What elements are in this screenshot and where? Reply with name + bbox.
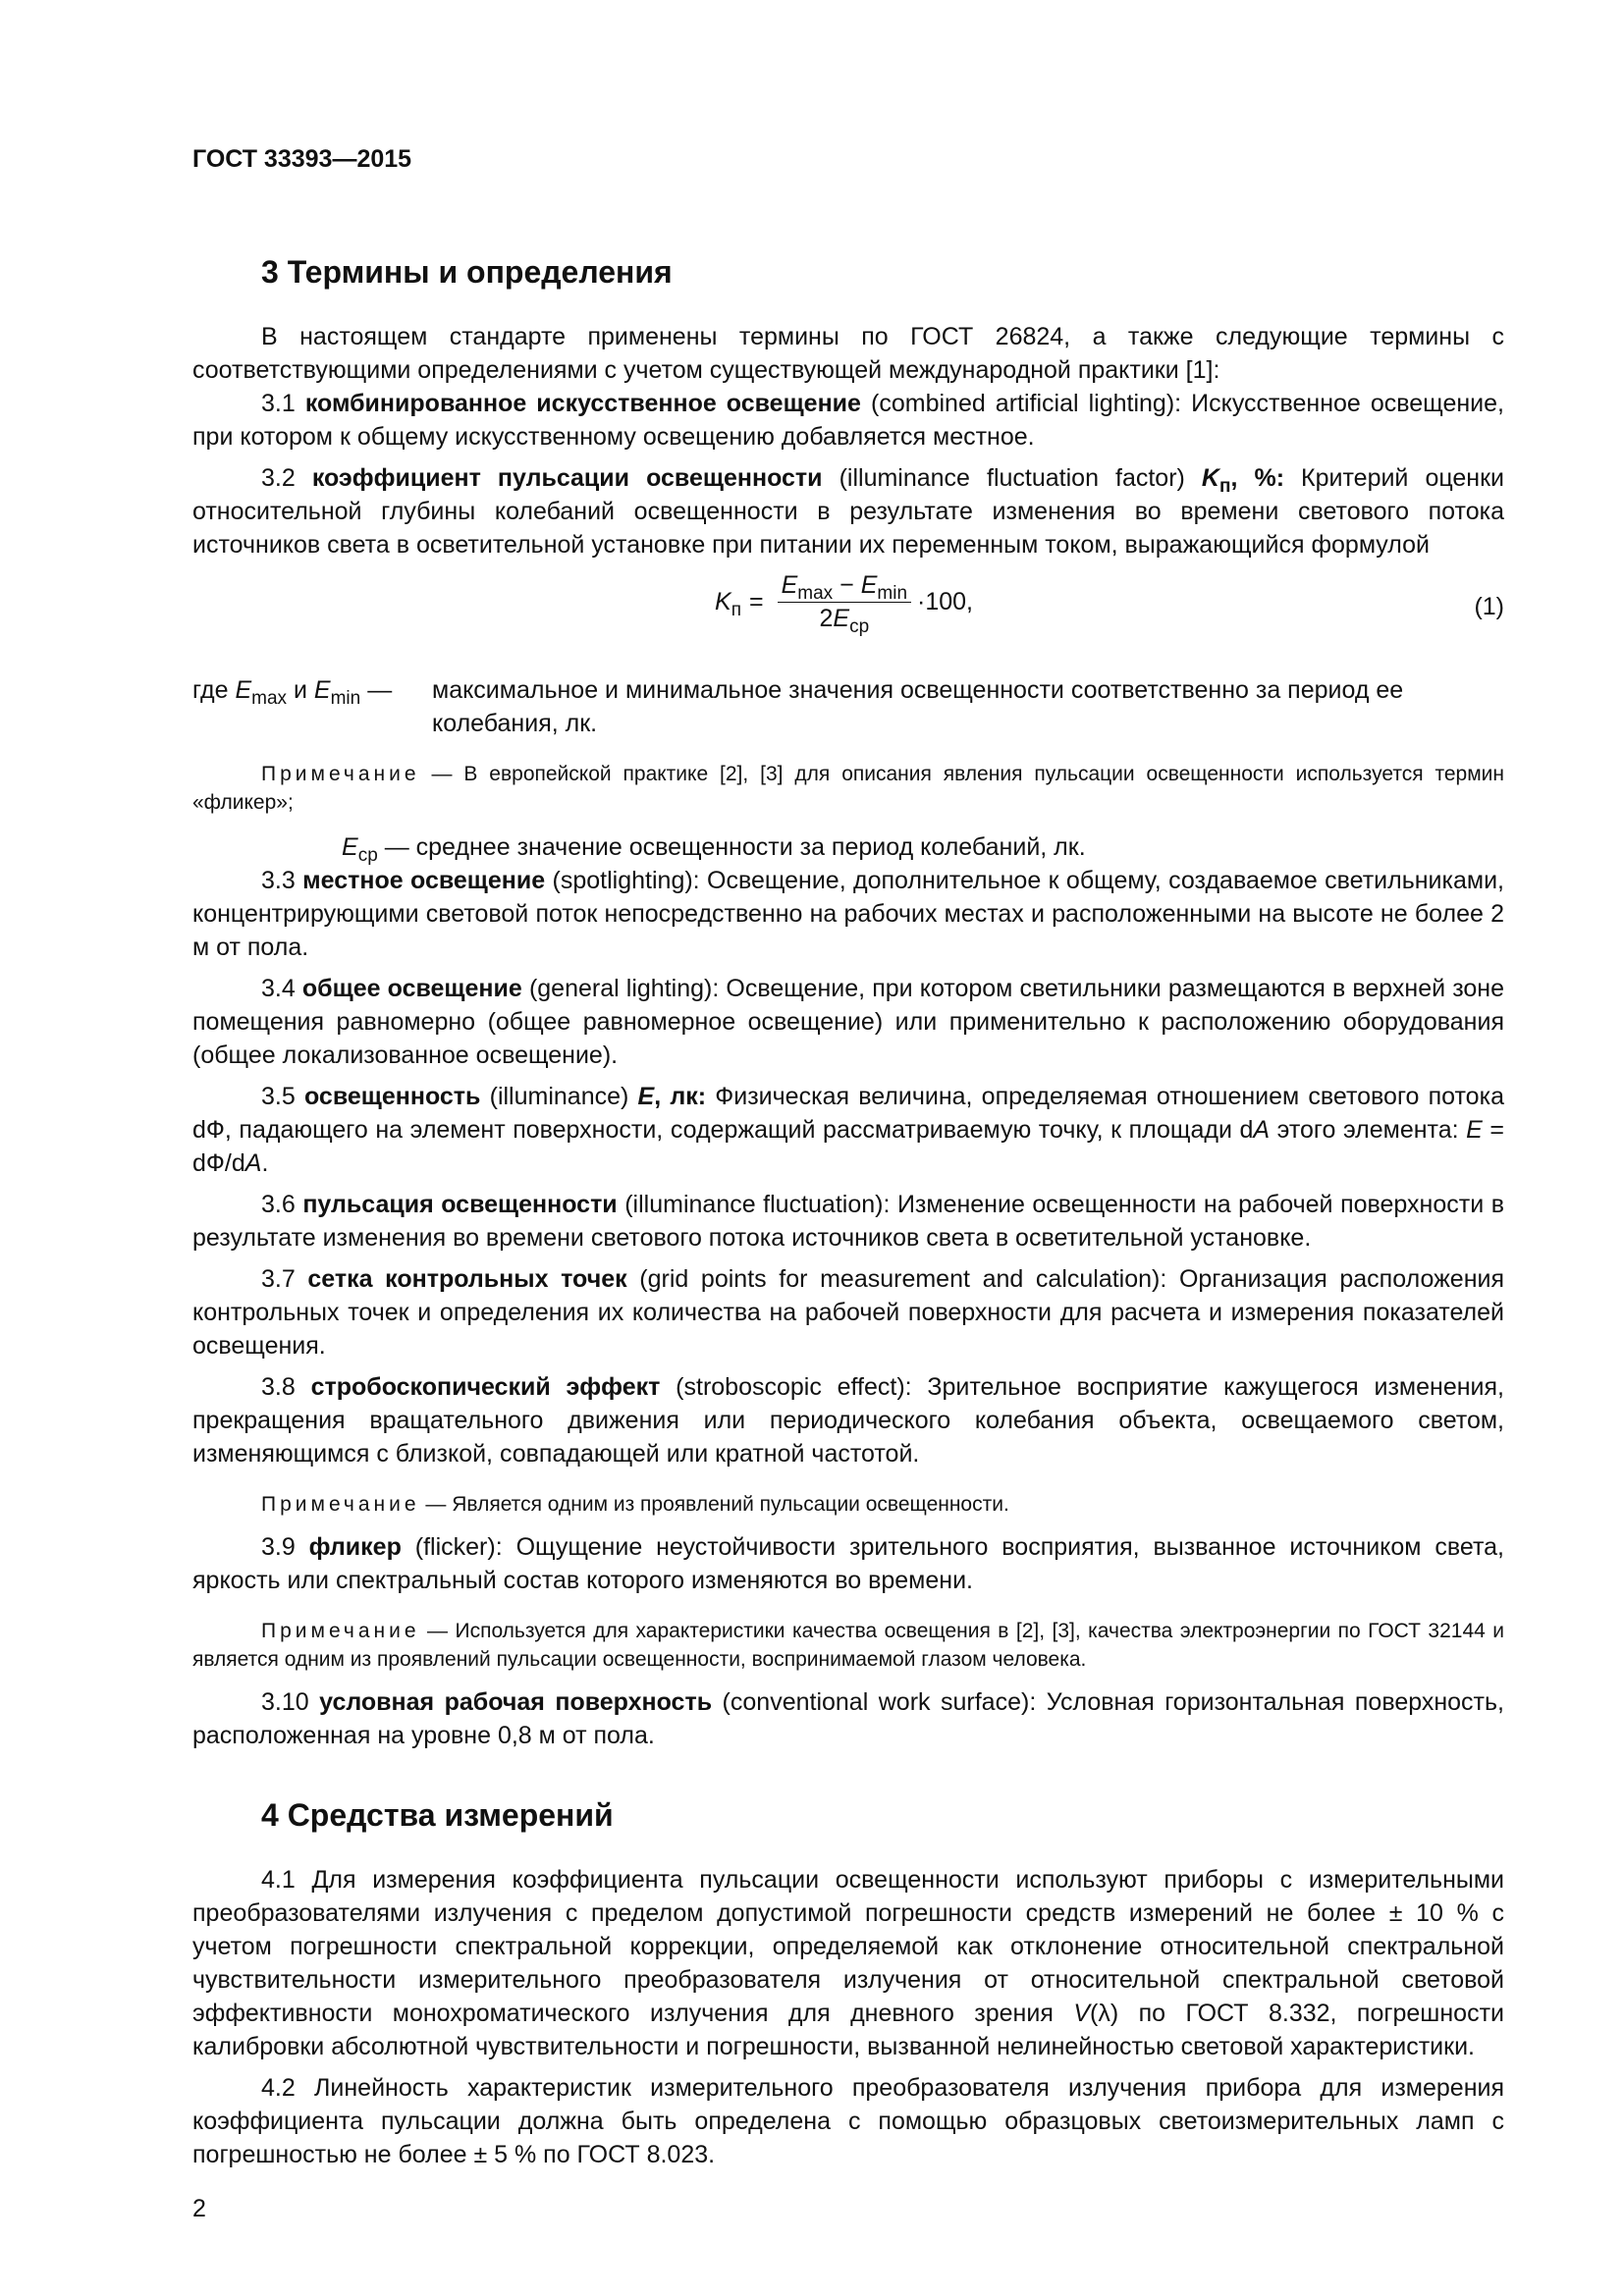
- note-1: Примечание — В европейской практике [2], [3] для описания явления пульсации освещенности используется термин «фликер»;: [192, 763, 1504, 814]
- term-3-6: 3.6 пульсация освещенности (illuminance fluctuation): Изменение освещенности на рабочей поверхности в результате изменения во времени светового потока источников света в осветительной установке.: [192, 1191, 1504, 1252]
- ecp-definition: $E_{ср}$ — среднее значение освещенности за период колебаний, лк.: [342, 833, 1086, 866]
- term-3-5: 3.5 освещенность (illuminance) E, лк: Физическая величина, определяемая отношением светового потока dФ, падающего на элемент поверхности, содержащий рассматриваемую точку, к площади dA этого элемента: E = dФ/dA.: [192, 1083, 1504, 1177]
- term-3-7: 3.7 сетка контрольных точек (grid points for measurement and calculation): Организация расположения контрольных точек и определения их количества на рабочей поверхности для расчета и измерения показателей освещения.: [192, 1265, 1505, 1360]
- term-3-10: 3.10 условная рабочая поверхность (conventional work surface): Условная горизонтальная поверхность, расположенная на уровне 0,8 м от пола.: [192, 1688, 1504, 1749]
- document-page: [192, 137, 1504, 2171]
- section-3-intro: В настоящем стандарте применены термины по ГОСТ 26824, а также следующие термины с соответствующими определениями с учетом существующей международной практики [1]:: [192, 323, 1504, 384]
- paragraph-4-2: 4.2 Линейность характеристик измерительного преобразователя излучения прибора для измерения коэффициента пульсации должна быть определена с помощью образцовых светоизмерительных ламп с погрешностью не более ± 5 % по ГОСТ 8.023.: [192, 2074, 1504, 2168]
- paragraph-4-1: 4.1 Для измерения коэффициента пульсации освещенности используют приборы с измерительными преобразователями излучения с пределом допустимой погрешности средств измерений не более ± 10 % с учетом погрешности спектральной коррекции, определяемой как отклонение относительной спектральной чувствительности измерительного преобразователя излучения от относительной спектральной световой эффективности монохроматического излучения для дневного зрения V(λ) по ГОСТ 8.332, погрешности калибровки абсолютной чувствительности и погрешности, вызванной нелинейностью световой характеристики.: [192, 1866, 1504, 2060]
- term-3-2: 3.2 коэффициент пульсации освещенности (illuminance fluctuation factor) $K_п$, %: Критерий оценки относительной глубины колебаний освещенности в результате изменения во времени светового потока источников света в осветительной установке при питании их переменным током, выражающийся формулой: [192, 464, 1504, 559]
- term-3-3: 3.3 местное освещение (spotlighting): Освещение, дополнительное к общему, создаваемое светильниками, концентрирующими световой поток непосредственно на рабочих местах и расположенными на высоте не более 2 м от пола.: [192, 867, 1504, 961]
- page-number: 2: [192, 2195, 206, 2222]
- term-3-9: 3.9 фликер (flicker): Ощущение неустойчивости зрительного восприятия, вызванное источником света, яркость или спектральный состав которого изменяются во времени.: [192, 1533, 1504, 1594]
- note-3: Примечание — Используется для характеристики качества освещения в [2], [3], качества электроэнергии по ГОСТ 32144 и является одним из проявлений пульсации освещенности, воспринимаемой глазом человека.: [192, 1620, 1505, 1671]
- section-3-title: 3 Термины и определения: [261, 254, 673, 290]
- formula-expression: $K_п$ = $\frac{E_{max} - E_{min}}{2E_{ср}}$ ·100,: [715, 571, 973, 637]
- document-header: ГОСТ 33393—2015: [192, 145, 412, 173]
- note-2: Примечание — Является одним из проявлений пульсации освещенности.: [261, 1493, 1009, 1516]
- formula-where-clause: где $E_{max}$ и $E_{min}$ — максимальное и минимальное значения освещенности соответственно за период ее колебания, лк.: [192, 676, 1404, 737]
- term-3-1: 3.1 комбинированное искусственное освещение (combined artificial lighting): Искусственное освещение, при котором к общему искусственному освещению добавляется местное.: [192, 390, 1504, 451]
- formula-number: (1): [1474, 593, 1504, 620]
- formula-1: [192, 567, 1504, 664]
- formula-fraction: $\frac{E_{max} - E_{min}}{2E_{ср}}$: [778, 571, 911, 633]
- section-4-title: 4 Средства измерений: [261, 1797, 614, 1833]
- term-3-8: 3.8 стробоскопический эффект (stroboscopic effect): Зрительное восприятие кажущегося изменения, прекращения вращательного движения или периодического колебания объекта, освещаемого светом, изменяющимся с близкой, совпадающей или кратной частотой.: [192, 1373, 1504, 1468]
- term-3-4: 3.4 общее освещение (general lighting): Освещение, при котором светильники размещаются в верхней зоне помещения равномерно (общее равномерное освещение) или применительно к расположению оборудования (общее локализованное освещение).: [192, 975, 1505, 1069]
